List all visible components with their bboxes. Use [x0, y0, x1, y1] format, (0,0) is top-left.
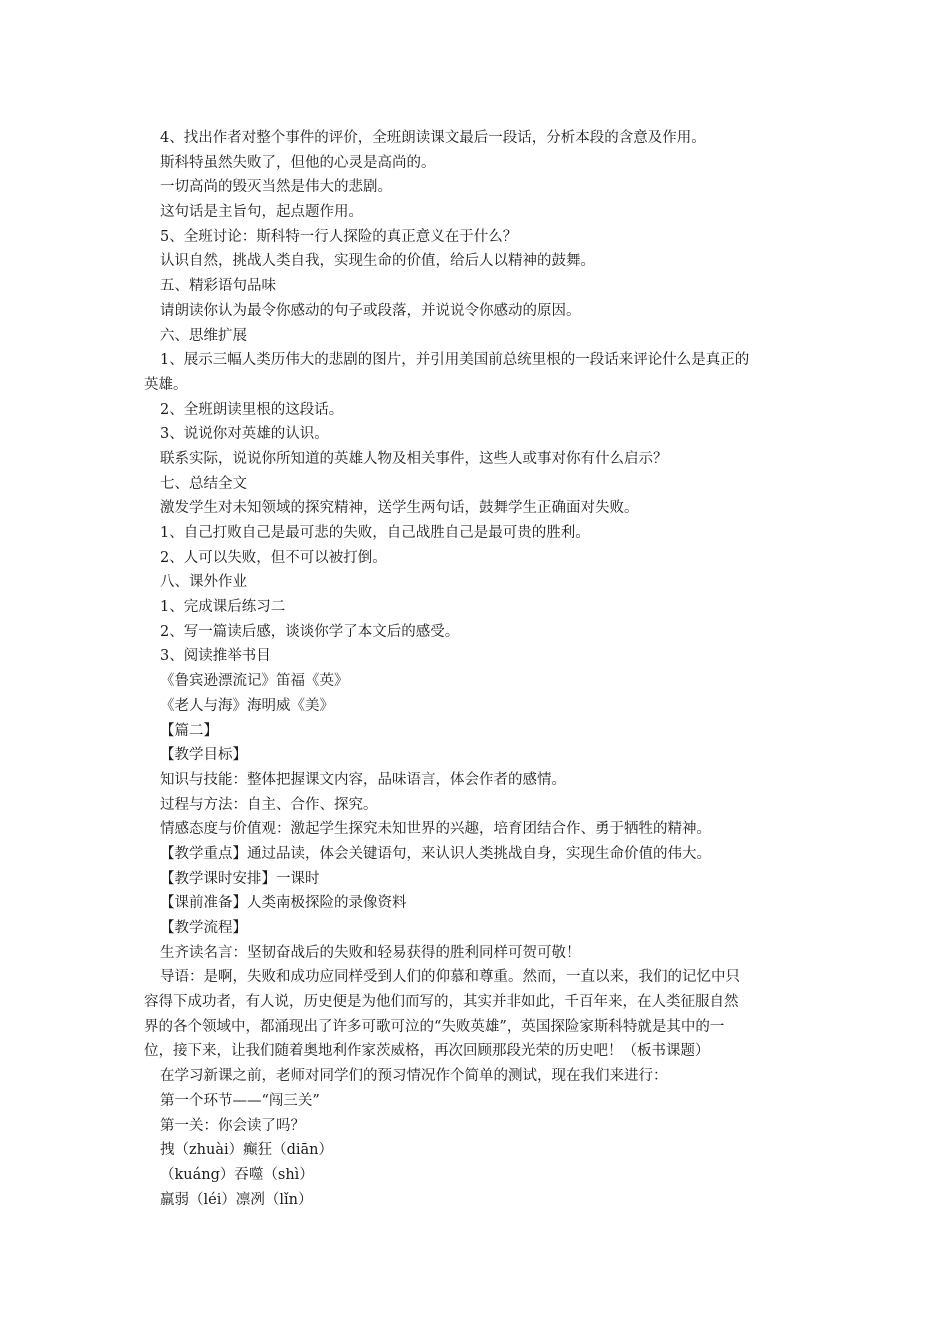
text-line: 《鲁宾逊漂流记》笛福《英》 — [160, 673, 349, 690]
text-line: 【教学课时安排】一课时 — [160, 870, 320, 887]
text-line: 在学习新课之前，老师对同学们的预习情况作个简单的测试，现在我们来进行： — [160, 1068, 668, 1085]
text-line: 联系实际，说说你所知道的英雄人物及相关事件，这些人或事对你有什么启示？ — [160, 450, 668, 467]
text-line: （kuáng）吞噬（shì） — [160, 1166, 314, 1183]
text-line: 知识与技能：整体把握课文内容，品味语言，体会作者的感情。 — [160, 771, 566, 788]
section-heading: 【篇二】 — [160, 722, 218, 739]
text-line: 情感态度与价值观：激起学生探究未知世界的兴趣，培育团结合作、勇于牺牲的精神。 — [160, 821, 711, 838]
text-line: 4、找出作者对整个事件的评价，全班朗读课文最后一段话，分析本段的含意及作用。 — [160, 130, 706, 146]
text-line: 【教学重点】通过品读，体会关键语句，来认识人类挑战自身，实现生命价值的伟大。 — [160, 845, 711, 862]
text-line: 3、说说你对英雄的认识。 — [160, 426, 329, 443]
text-line: 界的各个领域中，都涌现出了许多可歌可泣的“失败英雄”，英国探险家斯科特就是其中的一 — [144, 1018, 725, 1035]
text-line: 位，接下来，让我们随着奥地利作家茨威格，再次回顾那段光荣的历史吧！（板书课题） — [144, 1043, 710, 1060]
text-line: 2、人可以失败，但不可以被打倒。 — [160, 549, 387, 566]
text-line: 过程与方法：自主、合作、探究。 — [160, 796, 378, 813]
document-body — [144, 126, 808, 1212]
text-line: 生齐读名言：坚韧奋战后的失败和轻易获得的胜利同样可贺可敬！ — [160, 944, 581, 961]
text-line: 2、写一篇读后感，谈谈你学了本文后的感受。 — [160, 623, 460, 640]
text-line: 1、完成课后练习二 — [160, 599, 286, 616]
text-line: 英雄。 — [144, 376, 188, 393]
text-line: 请朗读你认为最令你感动的句子或段落，并说说令你感动的原因。 — [160, 302, 581, 319]
text-line: 拽（zhuài）癫狂（diān） — [160, 1142, 334, 1159]
text-line: 斯科特虽然失败了，但他的心灵是高尚的。 — [160, 154, 436, 171]
text-line: 3、阅读推举书目 — [160, 648, 271, 665]
text-line: 【课前准备】人类南极探险的录像资料 — [160, 895, 407, 912]
section-heading: 五、精彩语句品味 — [160, 278, 276, 295]
text-line: 第一个环节——“闯三关” — [160, 1092, 320, 1109]
text-line: 1、自己打败自己是最可悲的失败，自己战胜自己是最可贵的胜利。 — [160, 525, 590, 541]
text-line: 认识自然，挑战人类自我，实现生命的价值，给后人以精神的鼓舞。 — [160, 253, 595, 270]
text-line: 容得下成功者，有人说，历史便是为他们而写的，其实并非如此，千百年来，在人类征服自然 — [144, 994, 739, 1011]
text-line: 《老人与海》海明威《美》 — [160, 697, 334, 714]
text-line: 5、全班讨论：斯科特一行人探险的真正意义在于什么？ — [160, 228, 518, 245]
section-heading: 六、思维扩展 — [160, 327, 247, 344]
text-line: 1、展示三幅人类历伟大的悲剧的图片，并引用美国前总统里根的一段话来评论什么是真正的 — [160, 352, 750, 369]
section-heading: 七、总结全文 — [160, 475, 247, 492]
section-heading: 八、课外作业 — [160, 574, 247, 591]
text-line: 2、全班朗读里根的这段话。 — [160, 401, 344, 418]
text-line: 激发学生对未知领域的探究精神，送学生两句话，鼓舞学生正确面对失败。 — [160, 500, 639, 517]
section-heading: 【教学流程】 — [160, 920, 247, 936]
text-line: 第一关：你会读了吗？ — [160, 1117, 305, 1134]
section-heading: 【教学目标】 — [160, 747, 247, 764]
text-line: 羸弱（léi）凛冽（lǐn） — [160, 1191, 313, 1208]
text-line: 这句话是主旨句，起点题作用。 — [160, 204, 363, 221]
text-line: 导语：是啊，失败和成功应同样受到人们的仰慕和尊重。然而，一直以来，我们的记忆中只 — [160, 969, 740, 986]
text-line: 一切高尚的毁灭当然是伟大的悲剧。 — [160, 179, 392, 196]
